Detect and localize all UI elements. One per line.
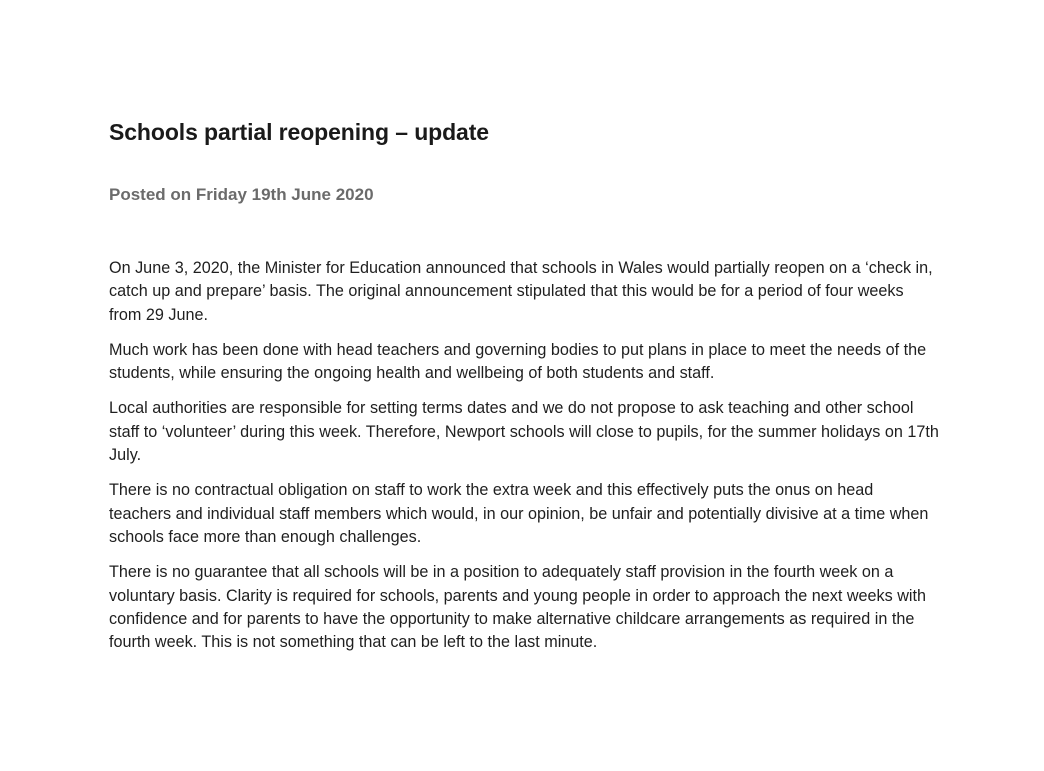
posted-date: Posted on Friday 19th June 2020 — [109, 185, 374, 204]
article — [109, 116, 939, 666]
paragraph-3: Local authorities are responsible for setting terms dates and we do not propose to ask teaching and other school staff to ‘volunteer’ during this week. Therefore, Newport schools will close to pupils, for the summer holidays on 17th July. — [109, 399, 939, 465]
article-title: Schools partial reopening – update — [109, 119, 489, 145]
article-body — [109, 257, 939, 654]
paragraph-1: On June 3, 2020, the Minister for Education announced that schools in Wales would partially reopen on a ‘check in, catch up and prepare’ basis. The original announcement stipulated that this would be for a period of four weeks from 29 June. — [109, 259, 933, 324]
paragraph-4: There is no contractual obligation on staff to work the extra week and this effectively puts the onus on head teachers and individual staff members which would, in our opinion, be unfair and potentially divisive at a time when schools face more than enough challenges. — [109, 481, 929, 546]
paragraph-5: There is no guarantee that all schools will be in a position to adequately staff provision in the fourth week on a voluntary basis. Clarity is required for schools, parents and young people in order to approach the next weeks with confidence and for parents to have the opportunity to make alternative childcare arrangements as required in the fourth week. This is not something that can be left to the last minute. — [109, 563, 927, 652]
paragraph-2: Much work has been done with head teachers and governing bodies to put plans in place to meet the needs of the students, while ensuring the ongoing health and wellbeing of both students and staff. — [109, 340, 927, 383]
